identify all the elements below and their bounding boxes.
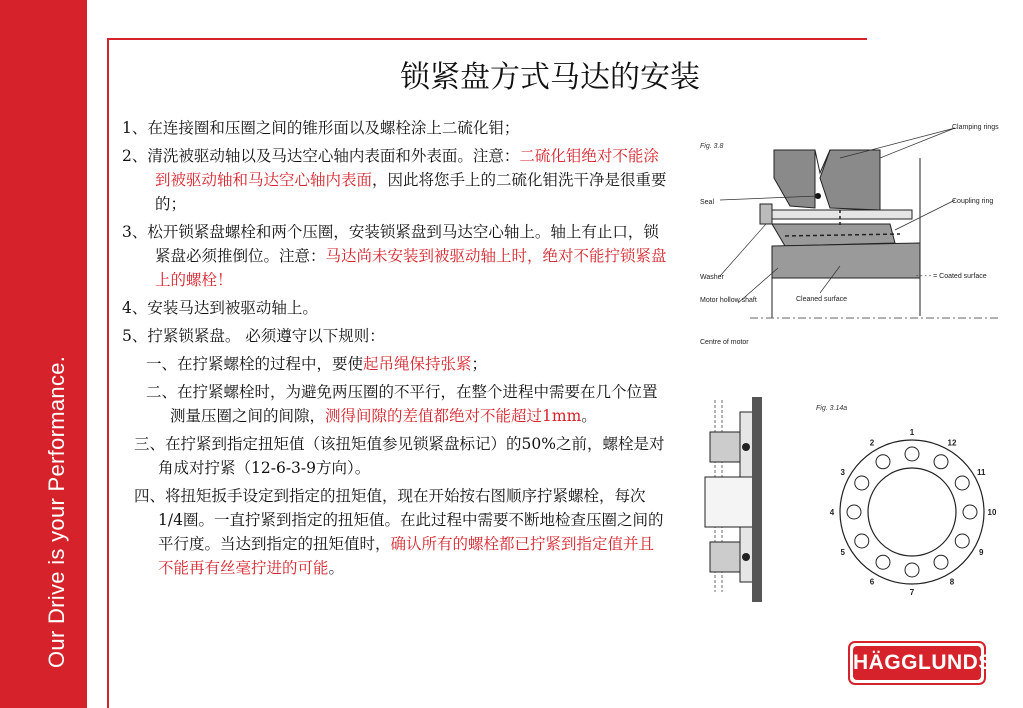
step-1: 1、在连接圈和压圈之间的锥形面以及螺栓涂上二硫化钼； [122,119,520,137]
bolt-hole [855,476,869,490]
rule-2-tail: 。 [581,407,597,425]
bolt-number: 2 [869,438,875,448]
rule-4-tail: 。 [328,559,345,577]
bolt-hole [955,534,969,548]
hagglunds-logo [848,641,993,685]
sidebar [0,0,87,708]
label-seal: Seal [700,199,715,206]
bolt-shank [772,210,912,219]
bolt-hole [905,563,919,577]
rule-4 [122,484,667,580]
bolt-hole [876,455,890,469]
clamping-ring-right [820,150,880,210]
rule-2-text: 二、在拧紧螺栓时，为避免两压圈的不平行，在整个进程中需要在几个位置测量压圈之间的间隙， [146,383,658,425]
rule-4-warning: 确认所有的螺栓都已拧紧到指定值并且不能再有丝毫拧进的可能 [158,535,655,577]
label-coated-surface: - - - - = Coated surface [916,273,987,280]
page-title: 锁紧盘方式马达的安装 [400,60,700,95]
step-4: 4、安装马达到被驱动轴上。 [122,299,318,317]
label-coupling-ring: Coupling ring [952,198,994,205]
title-divider [107,38,867,40]
step-2-text: 2、清洗被驱动轴以及马达空心轴内表面和外表面。注意： [122,147,520,165]
shrink-disc-section-figure [690,118,1010,353]
bolt-number: 4 [829,508,835,517]
bolt-hole [963,505,977,519]
bolt-hole [955,476,969,490]
bolt-number: 10 [987,508,997,517]
bolt-hole [905,447,919,461]
clamping-ring-left [774,150,815,208]
label-washer: Washer [700,274,724,281]
rule-4-text: 四、将扭矩扳手设定到指定的扭矩值，现在开始按右图顺序拧紧螺栓，每次1/4圈。一直拧紧到指定的扭矩值。在此过程中需要不断地检查压圈之间的平行度。当达到指定的扭矩值时， [134,487,664,553]
label-cleaned-surface: Cleaned surface [796,296,847,303]
bolt-number: 8 [949,577,955,587]
step-2-warning: 二硫化钼绝对不能涂到被驱动轴和马达空心轴内表面 [155,147,659,189]
bolt-hole [847,505,861,519]
bolt-hole [934,455,948,469]
label-clamping-rings: Clamping rings [952,124,999,131]
rule-2 [122,380,667,428]
step-2-tail: ，因此将您手上的二硫化钼洗干净是很重要的； [155,171,667,213]
bolt-head [760,204,772,224]
step-3-text: 3、松开锁紧盘螺栓和两个压圈，安装锁紧盘到马达空心轴上。轴上有止口，锁紧盘必须推倒位。注意： [122,223,659,265]
hollow-shaft [772,243,920,278]
content-border [107,38,109,708]
fig-3-8-label: Fig. 3.8 [700,143,724,150]
side-view-drawing [705,397,762,602]
step-3-warning: 马达尚未安装到被驱动轴上时，绝对不能拧锁紧盘上的螺栓！ [155,247,667,289]
label-motor-hollow-shaft: Motor hollow shaft [700,297,757,304]
bolt-circle [830,428,997,597]
bolt-number: 3 [840,468,845,477]
tightening-sequence-figure [690,392,1010,607]
step-3 [122,220,667,292]
label-centre-of-motor: Centre of motor [700,339,749,346]
instructions [122,116,667,584]
fig-3-14a-label: Fig. 3.14a [816,405,848,412]
bolt-number: 1 [909,428,915,437]
bolt-number: 6 [869,577,875,587]
rule-1-tail: ； [471,355,488,373]
bolt-number: 11 [977,468,986,477]
step-2 [122,144,667,216]
rule-1-text: 一、在拧紧螺栓的过程中，要使 [146,355,364,373]
rule-1-warning: 起吊绳保持张紧 [363,355,472,373]
slogan: Our Drive is your Performance. [44,355,69,668]
logo-text: HÄGGLUNDS [853,646,981,680]
step-5: 5、拧紧锁紧盘。 必须遵守以下规则： [122,327,385,345]
bolt-number: 5 [840,548,845,557]
rule-3: 三、在拧紧到指定扭矩值（该扭矩值参见锁紧盘标记）的50%之前，螺栓是对角成对拧紧（12-6-3-9方向）。 [134,435,665,477]
bolt-hole [876,555,890,569]
bolt-hole [934,555,948,569]
rule-1 [122,352,667,376]
bolt-hole [855,534,869,548]
bolt-number: 12 [947,438,957,448]
bolt-number: 9 [979,548,984,557]
bolt-number: 7 [909,588,915,597]
rule-2-warning: 测得间隙的差值都绝对不能超过1mm [325,407,582,425]
